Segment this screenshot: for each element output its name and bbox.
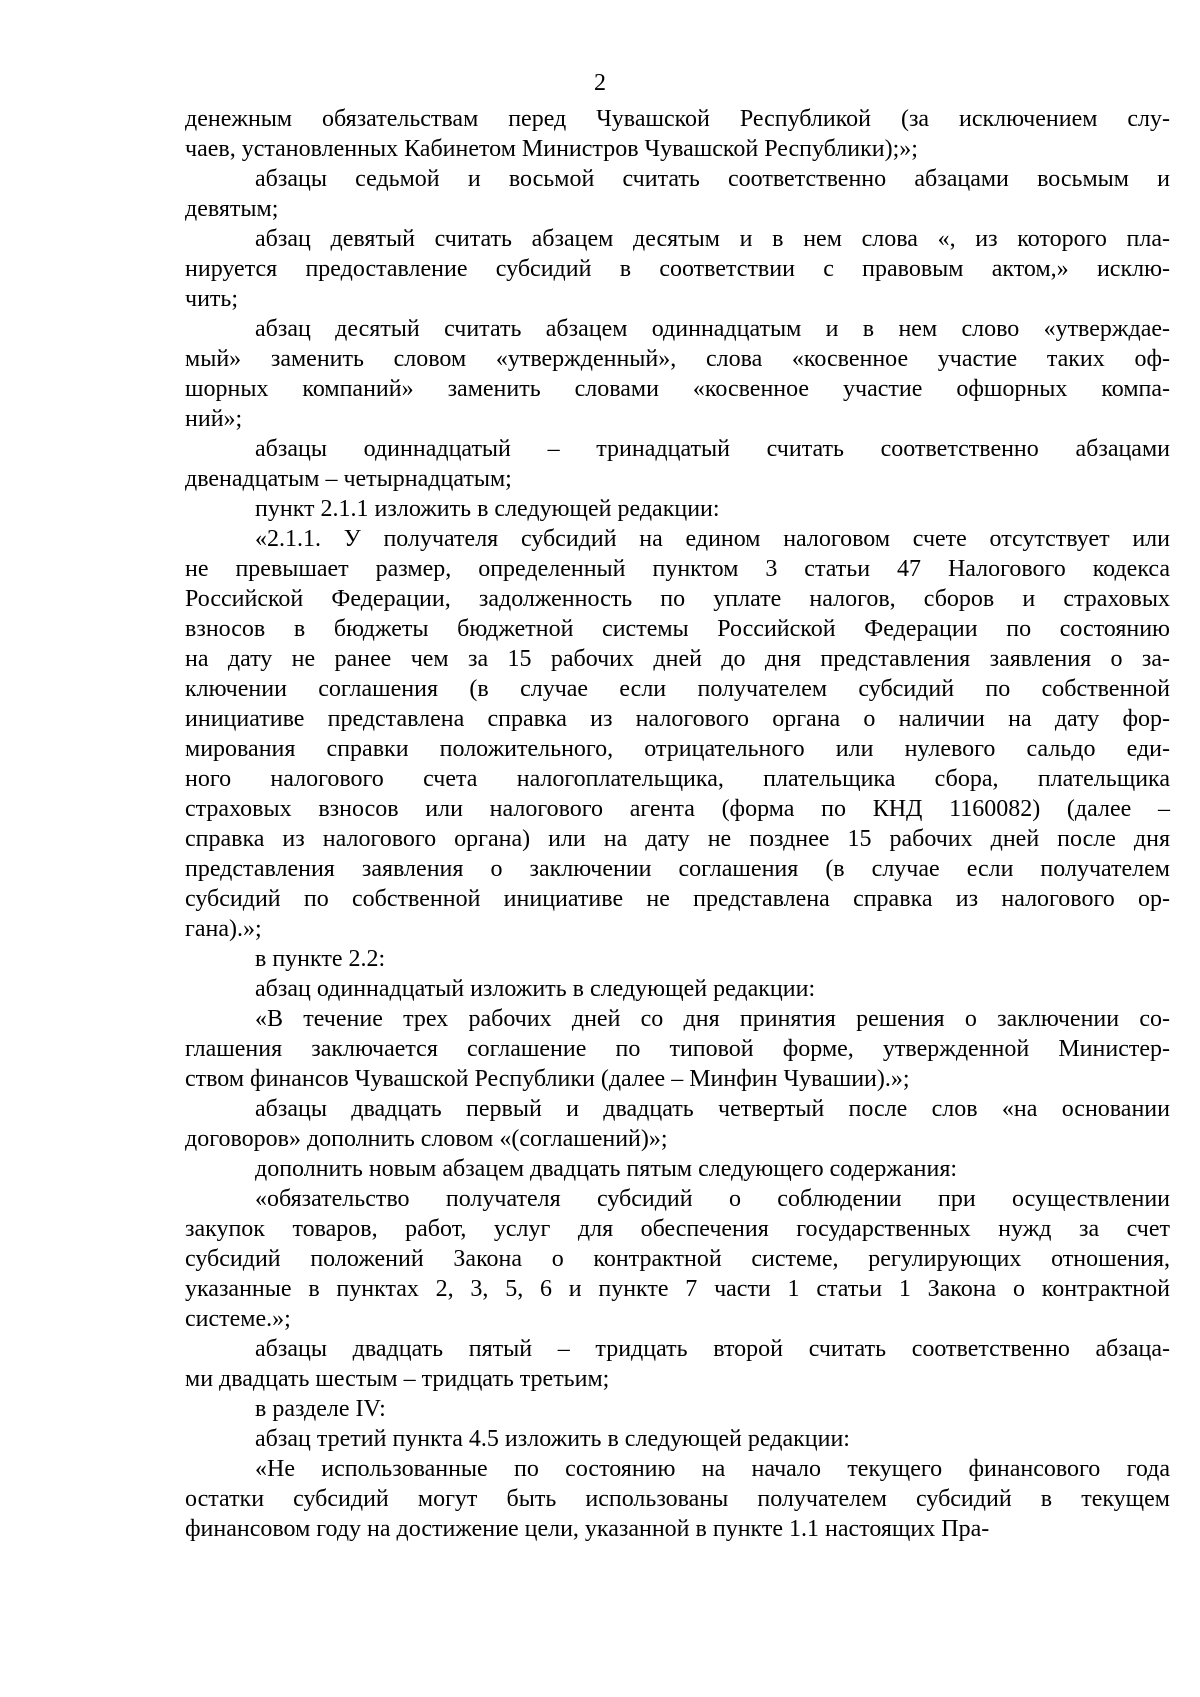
text-line: мый» заменить словом «утвержденный», слова «косвенное участие таких оф- <box>185 346 1170 372</box>
paragraph <box>185 1004 1170 1094</box>
text-line: закупок товаров, работ, услуг для обеспечения государственных нужд за счет <box>185 1216 1170 1242</box>
text-line: абзац третий пункта 4.5 изложить в следующей редакции: <box>255 1426 850 1452</box>
text-line: глашения заключается соглашение по типовой форме, утвержденной Министер- <box>185 1036 1170 1062</box>
text-line: субсидий положений Закона о контрактной системе, регулирующих отношения, <box>185 1246 1170 1272</box>
text-line: абзацы седьмой и восьмой считать соответственно абзацами восьмым и <box>255 166 1170 192</box>
text-line: в пункте 2.2: <box>255 946 386 972</box>
paragraph <box>185 1334 1170 1394</box>
paragraph <box>185 1394 1170 1424</box>
page-number: 2 <box>594 70 606 96</box>
paragraph <box>185 224 1170 314</box>
text-line: финансовом году на достижение цели, указанной в пункте 1.1 настоящих Пра- <box>185 1516 990 1542</box>
paragraph <box>185 164 1170 224</box>
text-line: гана).»; <box>185 916 262 942</box>
text-line: взносов в бюджеты бюджетной системы Российской Федерации по состоянию <box>185 616 1170 642</box>
paragraph <box>185 524 1170 944</box>
text-line: ми двадцать шестым – тридцать третьим; <box>185 1366 610 1392</box>
text-line: чить; <box>185 286 239 312</box>
text-line: Российской Федерации, задолженность по уплате налогов, сборов и страховых <box>185 586 1170 612</box>
paragraph <box>185 314 1170 434</box>
text-line: дополнить новым абзацем двадцать пятым следующего содержания: <box>255 1156 958 1182</box>
text-line: абзац девятый считать абзацем десятым и в нем слова «, из которого пла- <box>255 226 1170 252</box>
text-line: «Не использованные по состоянию на начало текущего финансового года <box>255 1456 1170 1482</box>
text-line: ством финансов Чувашской Республики (далее – Минфин Чувашии).»; <box>185 1066 910 1092</box>
text-line: мирования справки положительного, отрицательного или нулевого сальдо еди- <box>185 736 1170 762</box>
text-line: на дату не ранее чем за 15 рабочих дней до дня представления заявления о за- <box>185 646 1170 672</box>
text-line: абзацы двадцать пятый – тридцать второй считать соответственно абзаца- <box>255 1336 1170 1362</box>
text-line: ний»; <box>185 406 243 432</box>
text-line: «В течение трех рабочих дней со дня принятия решения о заключении со- <box>255 1006 1170 1032</box>
text-line: абзац одиннадцатый изложить в следующей редакции: <box>255 976 816 1002</box>
paragraph <box>185 1184 1170 1334</box>
text-line: не превышает размер, определенный пунктом 3 статьи 47 Налогового кодекса <box>185 556 1170 582</box>
paragraph <box>185 1424 1170 1454</box>
text-line: субсидий по собственной инициативе не представлена справка из налогового ор- <box>185 886 1170 912</box>
text-line: справка из налогового органа) или на дату не позднее 15 рабочих дней после дня <box>185 826 1170 852</box>
text-line: чаев, установленных Кабинетом Министров Чувашской Республики);»; <box>185 136 918 162</box>
text-line: страховых взносов или налогового агента (форма по КНД 1160082) (далее – <box>185 796 1170 822</box>
text-line: нируется предоставление субсидий в соответствии с правовым актом,» исклю- <box>185 256 1170 282</box>
text-line: «обязательство получателя субсидий о соблюдении при осуществлении <box>255 1186 1170 1212</box>
text-line: абзацы двадцать первый и двадцать четвертый после слов «на основании <box>255 1096 1170 1122</box>
text-line: двенадцатым – четырнадцатым; <box>185 466 512 492</box>
text-line: ного налогового счета налогоплательщика, плательщика сбора, плательщика <box>185 766 1170 792</box>
text-line: шорных компаний» заменить словами «косвенное участие офшорных компа- <box>185 376 1170 402</box>
text-line: абзацы одиннадцатый – тринадцатый считать соответственно абзацами <box>255 436 1170 462</box>
paragraph <box>185 1454 1170 1544</box>
text-line: договоров» дополнить словом «(соглашений)»; <box>185 1126 668 1152</box>
text-line: абзац десятый считать абзацем одиннадцатым и в нем слово «утверждае- <box>255 316 1170 342</box>
paragraph <box>185 974 1170 1004</box>
document-body <box>185 104 1170 1544</box>
paragraph <box>185 1094 1170 1154</box>
paragraph <box>185 104 1170 164</box>
paragraph <box>185 1154 1170 1184</box>
paragraph <box>185 944 1170 974</box>
text-line: «2.1.1. У получателя субсидий на едином налоговом счете отсутствует или <box>255 526 1170 552</box>
text-line: указанные в пунктах 2, 3, 5, 6 и пункте 7 части 1 статьи 1 Закона о контрактной <box>185 1276 1170 1302</box>
text-line: денежным обязательствам перед Чувашской Республикой (за исключением слу- <box>185 106 1170 132</box>
paragraph <box>185 434 1170 494</box>
paragraph <box>185 494 1170 524</box>
text-line: девятым; <box>185 196 279 222</box>
text-line: представления заявления о заключении соглашения (в случае если получателем <box>185 856 1170 882</box>
text-line: пункт 2.1.1 изложить в следующей редакции: <box>255 496 720 522</box>
text-line: системе.»; <box>185 1306 291 1332</box>
text-line: ключении соглашения (в случае если получателем субсидий по собственной <box>185 676 1170 702</box>
text-line: остатки субсидий могут быть использованы получателем субсидий в текущем <box>185 1486 1170 1512</box>
text-line: в разделе IV: <box>255 1396 386 1422</box>
text-line: инициативе представлена справка из налогового органа о наличии на дату фор- <box>185 706 1170 732</box>
